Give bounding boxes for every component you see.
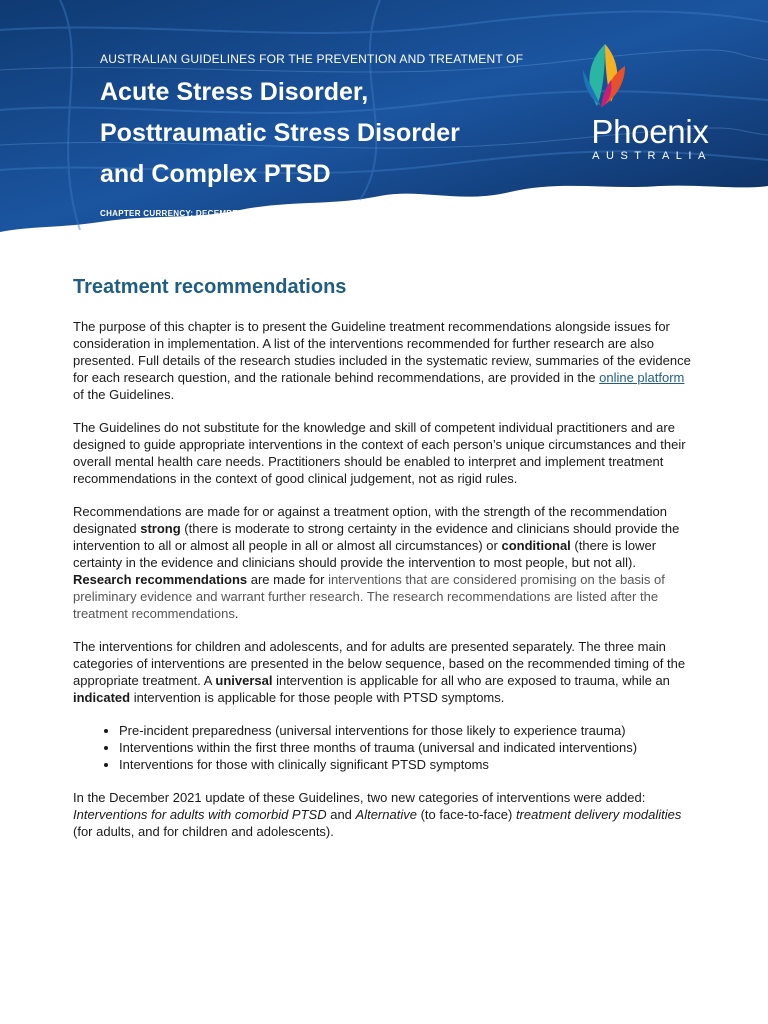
phoenix-australia-logo bbox=[575, 40, 725, 170]
text-span: and bbox=[326, 807, 356, 822]
list-item: • Interventions within the first three months of trauma (universal and indicated interventions) bbox=[119, 739, 698, 756]
term-alternative: Alternative bbox=[355, 807, 417, 822]
paragraph-purpose-tail: of the Guidelines. bbox=[73, 387, 175, 402]
paragraph-disclaimer: The Guidelines do not substitute for the knowledge and skill of competent individual practitioners and are designed to guide appropriate interventions in the context of each person’s unique circumstances and their overall mental health care needs. Practitioners should be enabled to interpret and implement treatment recommendations in the context of good clinical judgement, not as rigid rules. bbox=[73, 420, 686, 486]
text-span: (there is moderate to strong certainty in the evidence and clinicians should provide the intervention to all or almost all people in all or almost all circumstances) or bbox=[73, 521, 680, 553]
term-delivery-modalities: treatment delivery modalities bbox=[515, 807, 682, 822]
online-platform-link[interactable]: online platform bbox=[599, 370, 685, 385]
paragraph-strength bbox=[73, 503, 698, 622]
paragraph-purpose bbox=[73, 318, 698, 403]
text-span: (to face-to-face) bbox=[416, 807, 516, 822]
text-span: intervention is applicable for those people with PTSD symptoms. bbox=[130, 690, 505, 705]
text-span: Recommendations are made for or against a treatment option, with the strength of the recommendation designated bbox=[73, 504, 667, 536]
guideline-kicker: AUSTRALIAN GUIDELINES FOR THE PREVENTION AND TREATMENT OF bbox=[100, 52, 524, 66]
term-universal: universal bbox=[215, 673, 273, 688]
paragraph-purpose-text: The purpose of this chapter is to present the Guideline treatment recommendations alongside issues for consideration in implementation. A list of the interventions recommended for further research are also presented. Full details of the research studies included in the systematic review, summaries of the evidence for each research question, and the rationale behind recommendations, are provided in the bbox=[73, 319, 691, 385]
text-span: (there is lower certainty in the evidence and clinicians should provide the intervention to most people, but not all). bbox=[73, 538, 657, 570]
intervention-category-list bbox=[73, 722, 698, 773]
logo-subtitle: AUSTRALIA bbox=[592, 150, 712, 162]
header-banner bbox=[0, 0, 768, 240]
paragraph-update bbox=[73, 789, 698, 840]
term-conditional: conditional bbox=[501, 538, 571, 553]
chapter-currency: CHAPTER CURRENCY: DECEMBER 2021 bbox=[100, 209, 266, 218]
term-strong: strong bbox=[140, 521, 181, 536]
text-span: . bbox=[234, 606, 239, 621]
section-title: Treatment recommendations bbox=[73, 276, 347, 298]
logo-wordmark: Phoenix bbox=[591, 113, 709, 150]
text-span: intervention is applicable for all who are exposed to trauma, while an bbox=[272, 673, 670, 688]
text-span-muted: interventions that are considered promising on the basis of preliminary evidence and warrant further research. The research recommendations are listed after the treatment recommendations bbox=[73, 572, 665, 621]
document-title-line-2: Posttraumatic Stress Disorder bbox=[100, 119, 460, 147]
term-comorbid: Interventions for adults with comorbid PTSD bbox=[73, 807, 327, 822]
list-item: • Interventions for those with clinically significant PTSD symptoms bbox=[119, 756, 698, 773]
text-span: (for adults, and for children and adolescents). bbox=[73, 824, 334, 839]
term-indicated: indicated bbox=[73, 690, 131, 705]
text-span: The interventions for children and adolescents, and for adults are presented separately. The three main categories of interventions are presented in the below sequence, based on the recommended timing of the appropriate treatment. A bbox=[73, 639, 686, 688]
text-span: In the December 2021 update of these Guidelines, two new categories of interventions were added: bbox=[73, 790, 646, 805]
phoenix-feather-icon bbox=[575, 40, 633, 112]
text-span: are made for bbox=[247, 572, 329, 587]
paragraph-categories bbox=[73, 638, 698, 706]
document-title-line-1: Acute Stress Disorder, bbox=[100, 78, 369, 106]
term-research-recommendations: Research recommendations bbox=[73, 572, 248, 587]
main-content bbox=[73, 274, 698, 856]
document-title-line-3: and Complex PTSD bbox=[100, 160, 331, 188]
list-item: • Pre-incident preparedness (universal interventions for those likely to experience trauma) bbox=[119, 722, 698, 739]
